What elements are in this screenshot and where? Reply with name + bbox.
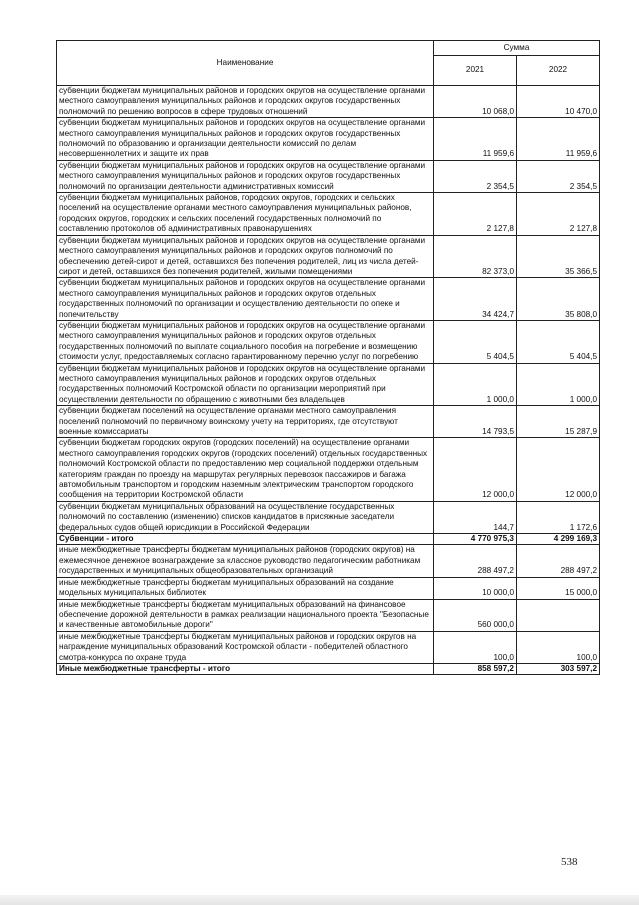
row-name: субвенции бюджетам муниципальных районов, городских округов, городских и сельских поселений на осуществление органами местного самоуправления муниципальных районов, городских округов, городских и сельских поселений государственных полномочий по составлению протоколов об административных правонарушениях xyxy=(57,193,434,236)
row-value-2021: 4 770 975,3 xyxy=(434,534,517,545)
row-value-2021: 5 404,5 xyxy=(434,320,517,363)
table-row xyxy=(57,118,600,161)
row-name: субвенции бюджетам муниципальных образований на осуществление государственных полномочий по составлению (изменению) списков кандидатов в присяжные заседатели федеральных судов общей юрисдикции в Российской Федерации xyxy=(57,501,434,533)
row-name: иные межбюджетные трансферты бюджетам муниципальных образований на финансовое обеспечение дорожной деятельности в рамках реализации национального проекта "Безопасные и качественные автомобильные дороги" xyxy=(57,599,434,631)
row-name: Иные межбюджетные трансферты - итого xyxy=(57,663,434,674)
row-value-2021: 100,0 xyxy=(434,631,517,663)
row-value-2021: 12 000,0 xyxy=(434,438,517,501)
row-name: субвенции бюджетам муниципальных районов и городских округов на осуществление органами местного самоуправления муниципальных районов и городских округов отдельных государственных полномочий по организации и осуществлению деятельности по опеке и попечительству xyxy=(57,278,434,321)
row-value-2022: 15 287,9 xyxy=(517,406,600,438)
row-name: иные межбюджетные трансферты бюджетам муниципальных образований на создание модельных муниципальных библиотек xyxy=(57,577,434,599)
table-row xyxy=(57,363,600,406)
row-name: иные межбюджетные трансферты бюджетам муниципальных районов и городских округов на награждение муниципальных образований Костромской области - победителей областного смотра-конкурса по охране труда xyxy=(57,631,434,663)
table-row xyxy=(57,160,600,192)
page-bottom-edge xyxy=(0,895,639,905)
row-value-2021: 11 959,6 xyxy=(434,118,517,161)
row-name: субвенции бюджетам муниципальных районов и городских округов на осуществление органами местного самоуправления муниципальных районов и городских округов государственных полномочий по образованию и организации деятельности комиссий по делам несовершеннолетних и защите их прав xyxy=(57,118,434,161)
row-value-2022: 15 000,0 xyxy=(517,577,600,599)
row-name: субвенции бюджетам муниципальных районов и городских округов на осуществление органами местного самоуправления муниципальных районов и городских округов государственных полномочий по организации деятельности административных комиссий xyxy=(57,160,434,192)
row-name: субвенции бюджетам муниципальных районов и городских округов на осуществление органами местного самоуправления муниципальных районов и городских округов полномочий по обеспечению детей-сирот и детей, оставшихся без попечения родителей, лиц из числа детей-сирот и детей, оставшихся без попечения родителей, жилыми помещениями xyxy=(57,235,434,278)
header-name: Наименование xyxy=(57,41,434,86)
row-value-2021: 560 000,0 xyxy=(434,599,517,631)
row-value-2022: 5 404,5 xyxy=(517,320,600,363)
row-value-2022: 303 597,2 xyxy=(517,663,600,674)
table-row xyxy=(57,631,600,663)
row-value-2022: 100,0 xyxy=(517,631,600,663)
row-value-2022: 288 497,2 xyxy=(517,545,600,577)
header-sum: Сумма xyxy=(434,41,600,56)
table-total-row xyxy=(57,534,600,545)
table-total-row xyxy=(57,663,600,674)
row-value-2022 xyxy=(517,599,600,631)
row-value-2021: 2 354,5 xyxy=(434,160,517,192)
row-name: субвенции бюджетам муниципальных районов и городских округов на осуществление органами местного самоуправления муниципальных районов и городских округов отдельных государственных полномочий по выплате социального пособия на погребение и возмещению стоимости услуг, предоставляемых согласно гарантированному перечню услуг по погребению xyxy=(57,320,434,363)
row-value-2022: 10 470,0 xyxy=(517,86,600,118)
row-name: субвенции бюджетам муниципальных районов и городских округов на осуществление органами местного самоуправления муниципальных районов и городских округов отдельных государственных полномочий Костромской области по организации мероприятий при осуществлении деятельности по обращению с животными без владельцев xyxy=(57,363,434,406)
row-value-2022: 1 000,0 xyxy=(517,363,600,406)
table-header xyxy=(57,41,600,86)
row-name: субвенции бюджетам муниципальных районов и городских округов на осуществление органами местного самоуправления муниципальных районов и городских округов государственных полномочий по решению вопросов в сфере трудовых отношений xyxy=(57,86,434,118)
table-row xyxy=(57,235,600,278)
row-value-2021: 82 373,0 xyxy=(434,235,517,278)
row-value-2021: 34 424,7 xyxy=(434,278,517,321)
row-value-2022: 12 000,0 xyxy=(517,438,600,501)
table-row xyxy=(57,577,600,599)
row-value-2022: 1 172,6 xyxy=(517,501,600,533)
table-row xyxy=(57,438,600,501)
row-value-2021: 1 000,0 xyxy=(434,363,517,406)
table-row xyxy=(57,599,600,631)
row-value-2022: 4 299 169,3 xyxy=(517,534,600,545)
row-value-2021: 2 127,8 xyxy=(434,193,517,236)
budget-table xyxy=(56,40,600,675)
row-value-2022: 11 959,6 xyxy=(517,118,600,161)
table-row xyxy=(57,278,600,321)
table-row xyxy=(57,193,600,236)
table-body xyxy=(57,86,600,675)
table-row xyxy=(57,320,600,363)
row-value-2021: 10 000,0 xyxy=(434,577,517,599)
row-name: Субвенции - итого xyxy=(57,534,434,545)
row-value-2022: 35 808,0 xyxy=(517,278,600,321)
row-value-2021: 858 597,2 xyxy=(434,663,517,674)
row-value-2022: 2 127,8 xyxy=(517,193,600,236)
row-value-2022: 35 366,5 xyxy=(517,235,600,278)
row-value-2021: 10 068,0 xyxy=(434,86,517,118)
table-row xyxy=(57,86,600,118)
row-name: иные межбюджетные трансферты бюджетам муниципальных районов (городских округов) на ежемесячное денежное вознаграждение за классное руководство педагогическим работникам государственных и муниципальных общеобразовательных организаций xyxy=(57,545,434,577)
header-year-2022: 2022 xyxy=(517,56,600,86)
page-number: 538 xyxy=(561,856,578,868)
row-name: субвенции бюджетам городских округов (городских поселений) на осуществление органами местного самоуправления городских округов (городских поселений) отдельных государственных полномочий Костромской области по предоставлению мер социальной поддержки отдельным категориям граждан по проезду на маршрутах регулярных перевозок пассажиров и багажа автомобильным транспортом и городским наземным электрическим транспортом городского сообщения на территории Костромской области xyxy=(57,438,434,501)
row-name: субвенции бюджетам поселений на осуществление органами местного самоуправления поселений полномочий по первичному воинскому учету на территориях, где отсутствуют военные комиссариаты xyxy=(57,406,434,438)
table-row xyxy=(57,501,600,533)
row-value-2021: 14 793,5 xyxy=(434,406,517,438)
table-row xyxy=(57,545,600,577)
table-row xyxy=(57,406,600,438)
header-year-2021: 2021 xyxy=(434,56,517,86)
row-value-2022: 2 354,5 xyxy=(517,160,600,192)
row-value-2021: 144,7 xyxy=(434,501,517,533)
row-value-2021: 288 497,2 xyxy=(434,545,517,577)
